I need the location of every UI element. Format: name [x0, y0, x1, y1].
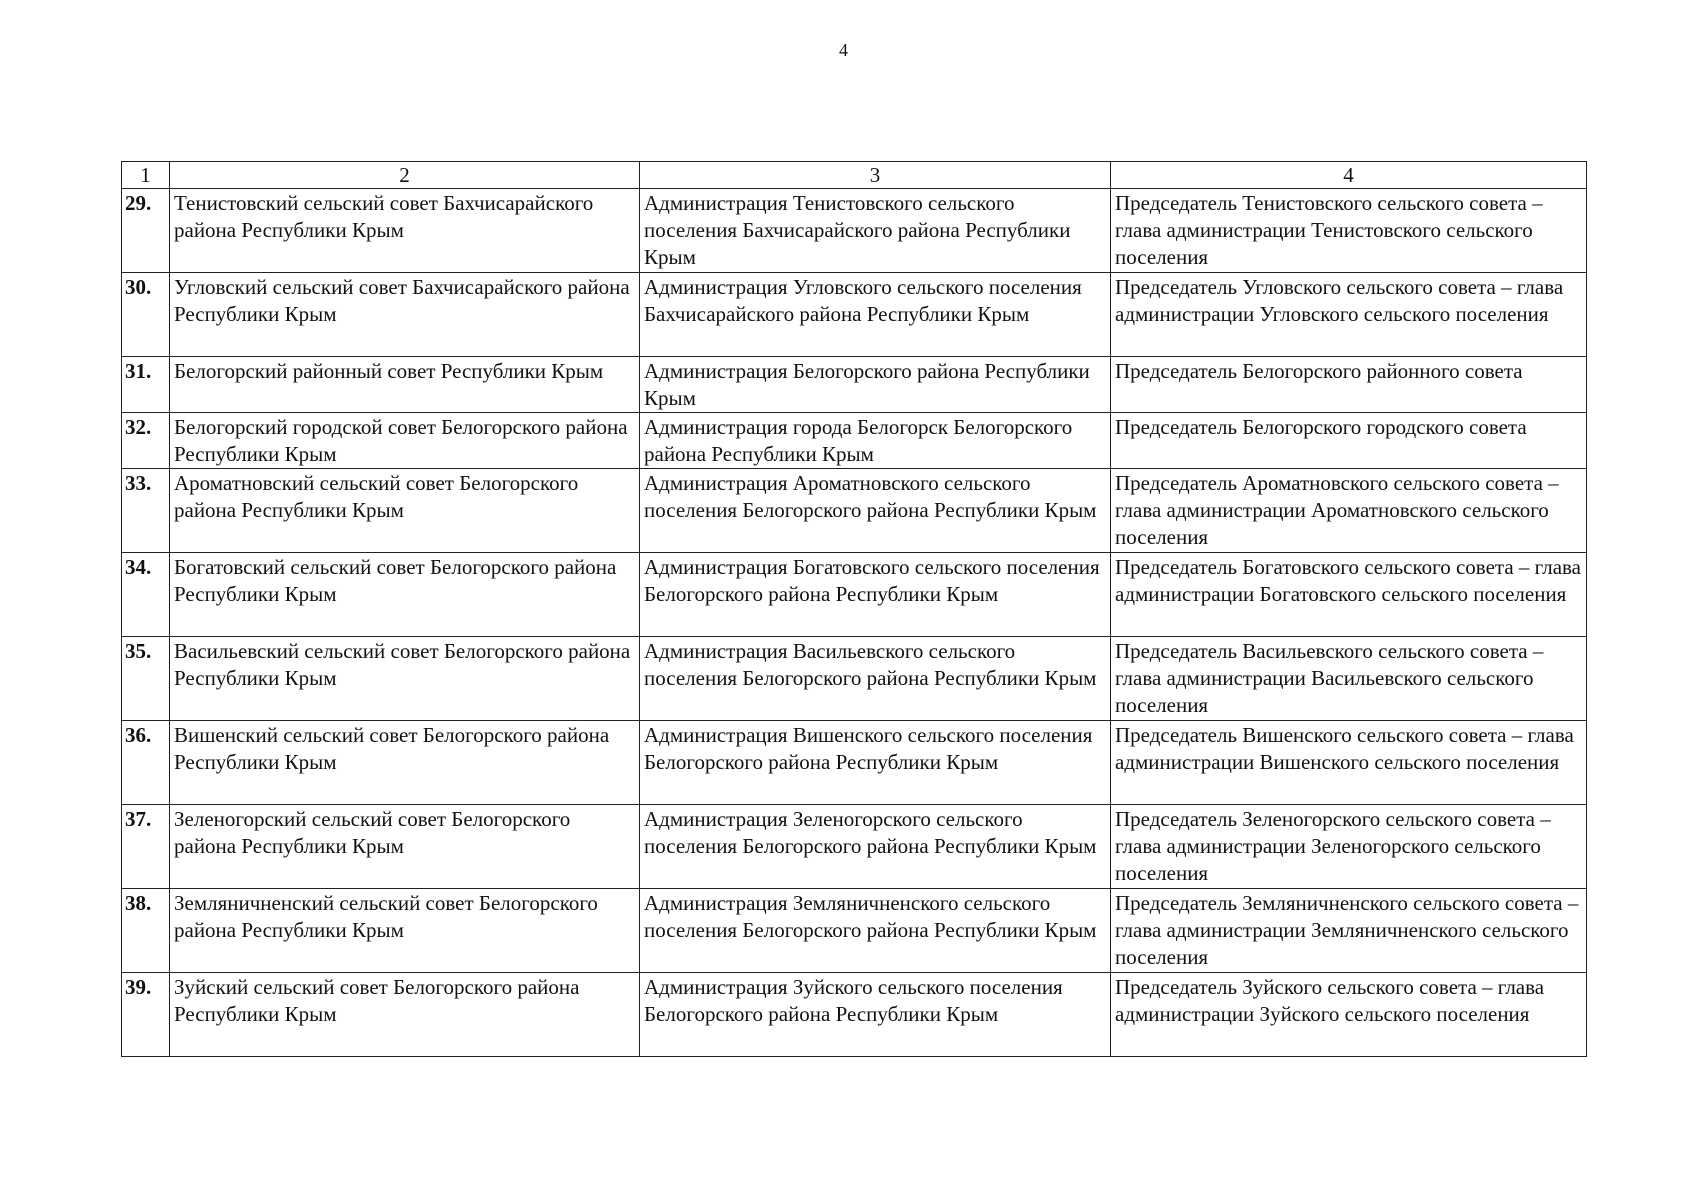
- head-cell: Председатель Вишенского сельского совета – глава администрации Вишенского сельского поселения: [1111, 721, 1587, 805]
- head-cell: Председатель Васильевского сельского совета – глава администрации Васильевского сельского поселения: [1111, 637, 1587, 721]
- head-column-header: 4: [1111, 162, 1587, 189]
- council-cell: Тенистовский сельский совет Бахчисарайского района Республики Крым: [170, 189, 640, 273]
- administration-cell: Администрация Богатовского сельского поселения Белогорского района Республики Крым: [640, 553, 1111, 637]
- table-row: [122, 357, 1587, 413]
- council-cell: Зуйский сельский совет Белогорского района Республики Крым: [170, 973, 640, 1057]
- council-cell: Вишенский сельский совет Белогорского района Республики Крым: [170, 721, 640, 805]
- administration-cell: Администрация Тенистовского сельского поселения Бахчисарайского района Республики Крым: [640, 189, 1111, 273]
- table-row: [122, 973, 1587, 1057]
- table-header-row: [122, 162, 1587, 189]
- page-number: 4: [839, 40, 848, 60]
- head-cell: Председатель Земляничненского сельского совета – глава администрации Земляничненского сельского поселения: [1111, 889, 1587, 973]
- row-number-cell: 32.: [122, 413, 170, 469]
- administration-cell: Администрация города Белогорск Белогорского района Республики Крым: [640, 413, 1111, 469]
- council-cell: Зеленогорский сельский совет Белогорского района Республики Крым: [170, 805, 640, 889]
- row-number-cell: 37.: [122, 805, 170, 889]
- head-cell: Председатель Зеленогорского сельского совета – глава администрации Зеленогорского сельского поселения: [1111, 805, 1587, 889]
- table-row: [122, 189, 1587, 273]
- administration-cell: Администрация Ароматновского сельского поселения Белогорского района Республики Крым: [640, 469, 1111, 553]
- table-row: [122, 889, 1587, 973]
- row-number-cell: 35.: [122, 637, 170, 721]
- row-number-cell: 36.: [122, 721, 170, 805]
- administration-cell: Администрация Земляничненского сельского поселения Белогорского района Республики Крым: [640, 889, 1111, 973]
- council-cell: Белогорский районный совет Республики Крым: [170, 357, 640, 413]
- row-number-cell: 39.: [122, 973, 170, 1057]
- table-row: [122, 469, 1587, 553]
- row-number-cell: 38.: [122, 889, 170, 973]
- row-number-cell: 31.: [122, 357, 170, 413]
- council-cell: Земляничненский сельский совет Белогорского района Республики Крым: [170, 889, 640, 973]
- table-row: [122, 273, 1587, 357]
- administration-cell: Администрация Васильевского сельского поселения Белогорского района Республики Крым: [640, 637, 1111, 721]
- administration-cell: Администрация Угловского сельского поселения Бахчисарайского района Республики Крым: [640, 273, 1111, 357]
- councils-table: [121, 161, 1587, 1057]
- council-cell: Ароматновский сельский совет Белогорского района Республики Крым: [170, 469, 640, 553]
- row-number-cell: 29.: [122, 189, 170, 273]
- administration-cell: Администрация Вишенского сельского поселения Белогорского района Республики Крым: [640, 721, 1111, 805]
- council-cell: Белогорский городской совет Белогорского района Республики Крым: [170, 413, 640, 469]
- administration-cell: Администрация Белогорского района Республики Крым: [640, 357, 1111, 413]
- head-cell: Председатель Тенистовского сельского совета – глава администрации Тенистовского сельского поселения: [1111, 189, 1587, 273]
- head-cell: Председатель Ароматновского сельского совета – глава администрации Ароматновского сельского поселения: [1111, 469, 1587, 553]
- table-row: [122, 805, 1587, 889]
- council-column-header: 2: [170, 162, 640, 189]
- table-row: [122, 721, 1587, 805]
- council-cell: Васильевский сельский совет Белогорского района Республики Крым: [170, 637, 640, 721]
- head-cell: Председатель Угловского сельского совета – глава администрации Угловского сельского поселения: [1111, 273, 1587, 357]
- table-row: [122, 413, 1587, 469]
- administration-cell: Администрация Зеленогорского сельского поселения Белогорского района Республики Крым: [640, 805, 1111, 889]
- administration-cell: Администрация Зуйского сельского поселения Белогорского района Республики Крым: [640, 973, 1111, 1057]
- head-cell: Председатель Богатовского сельского совета – глава администрации Богатовского сельского поселения: [1111, 553, 1587, 637]
- council-cell: Угловский сельский совет Бахчисарайского района Республики Крым: [170, 273, 640, 357]
- row-number-cell: 34.: [122, 553, 170, 637]
- row-number-cell: 33.: [122, 469, 170, 553]
- administration-column-header: 3: [640, 162, 1111, 189]
- table-row: [122, 553, 1587, 637]
- row-number-cell: 30.: [122, 273, 170, 357]
- council-cell: Богатовский сельский совет Белогорского района Республики Крым: [170, 553, 640, 637]
- column-number-header: 1: [122, 162, 170, 189]
- table-row: [122, 637, 1587, 721]
- head-cell: Председатель Зуйского сельского совета – глава администрации Зуйского сельского поселения: [1111, 973, 1587, 1057]
- head-cell: Председатель Белогорского районного совета: [1111, 357, 1587, 413]
- head-cell: Председатель Белогорского городского совета: [1111, 413, 1587, 469]
